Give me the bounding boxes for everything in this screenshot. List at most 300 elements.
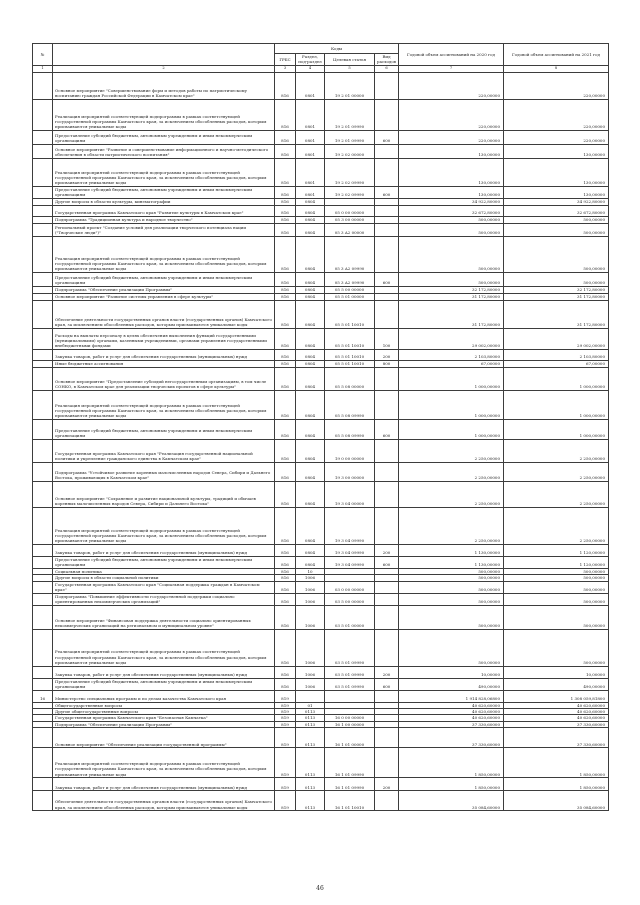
row-expense-type [375,216,399,223]
row-grbs-code: 816 [275,286,296,293]
row-expense-type: 800 [375,360,399,367]
column-number: 7 [399,65,504,72]
row-expense-type [375,198,399,205]
row-name: Основное мероприятие "Развитие системы управления в сфере культуры" [53,293,275,300]
row-grbs-code: 816 [275,390,296,419]
row-amount-2021: 31 172,80000 [504,293,609,300]
row-amount-2020: 1 130,00000 [399,544,504,556]
row-name: Подпрограмма "Устойчивое развитие коренных малочисленных народов Севера, Сибири и Дальнего Востока, проживающих в Камчатском крае" [53,462,275,481]
row-target-article: 03 5 01 09990 [325,629,375,666]
row-amount-2020: 31 172,80000 [399,293,504,300]
row-grbs-code: 816 [275,349,296,360]
budget-allocation-table [32,43,609,811]
row-target-article: 19 2 02 00000 [325,144,375,158]
row-section-code: 0804 [296,481,325,507]
row-amount-2021: 1 308 059,81800 [504,690,609,702]
row-number [33,390,53,419]
header-name [53,44,275,66]
row-amount-2020: 1 000,00000 [399,390,504,419]
row-grbs-code: 819 [275,778,296,791]
row-name: Закупка товаров, работ и услуг для обеспечения государственных (муниципальных) нужд [53,778,275,791]
row-number: 16 [33,690,53,702]
row-number [33,728,53,748]
row-expense-type [375,581,399,593]
row-amount-2021: 220,00000 [504,130,609,144]
row-expense-type: 600 [375,130,399,144]
row-name: Предоставление субсидий бюджетным, автономным учреждениям и иным некоммерческим организациям [53,272,275,286]
row-number [33,581,53,593]
row-number [33,360,53,367]
row-section-code: 0804 [296,328,325,349]
row-name: Региональный проект "Создание условий для реализации творческого потенциала нации ("Творческие люди")" [53,223,275,236]
row-name: Предоставление субсидий бюджетным, автономным учреждениям и иным некоммерческим организациям [53,556,275,568]
row-amount-2020: 1 000,00000 [399,419,504,439]
row-grbs-code: 819 [275,721,296,727]
row-name: Общегосударственные вопросы [53,702,275,708]
row-grbs-code: 819 [275,702,296,708]
row-number [33,198,53,205]
row-target-article: 05 3 A2 09990 [325,272,375,286]
row-target-article: 19 3 04 09990 [325,507,375,544]
row-amount-2021: 130,00000 [504,144,609,158]
row-name: Другие вопросы в области культуры, кинематографии [53,198,275,205]
row-section-code: 0801 [296,186,325,198]
row-grbs-code: 816 [275,507,296,544]
row-amount-2021: 500,00000 [504,216,609,223]
row-expense-type [375,223,399,236]
table-row [33,367,609,390]
row-expense-type [375,605,399,629]
row-amount-2020: 10,00000 [399,666,504,678]
row-target-article: 05 5 08 09990 [325,419,375,439]
row-name: Основное мероприятие "Финансовая поддержка деятельности социально ориентированных некоммерческих организаций на региональном и муниципальном уровне" [53,605,275,629]
row-name: Закупка товаров, работ и услуг для обеспечения государственных (муниципальных) нужд [53,349,275,360]
row-expense-type: 600 [375,419,399,439]
row-name: Государственная программа Камчатского края "Безопасная Камчатка" [53,715,275,721]
row-amount-2021: 67,00000 [504,360,609,367]
row-amount-2021: 500,00000 [504,236,609,272]
row-number [33,629,53,666]
row-number [33,186,53,198]
row-amount-2020: 500,00000 [399,575,504,581]
table-row [33,462,609,481]
row-section-code: 0113 [296,748,325,778]
row-section-code: 0113 [296,728,325,748]
row-section-code: 01 [296,702,325,708]
row-amount-2021: 500,00000 [504,593,609,605]
row-amount-2021: 40 620,60000 [504,709,609,715]
row-amount-2021: 37 330,60000 [504,728,609,748]
row-amount-2021: 130,00000 [504,158,609,186]
row-name: Реализация мероприятий соответствующей подпрограммы в рамках соответствующей государственной программы Камчатского края, за исключением обособленных расходов, которым присваиваются уникальные коды [53,507,275,544]
row-grbs-code: 816 [275,419,296,439]
row-section-code: 0801 [296,72,325,99]
row-target-article: 19 3 04 09990 [325,556,375,568]
row-number [33,236,53,272]
row-amount-2020: 1 914 828,06800 [399,690,504,702]
row-amount-2020: 490,00000 [399,678,504,690]
row-amount-2020: 40 620,60000 [399,715,504,721]
row-target-article: 16 1 01 00000 [325,728,375,748]
row-target-article: 19 2 01 00000 [325,72,375,99]
row-target-article: 03 5 01 09990 [325,666,375,678]
row-section-code: 0804 [296,223,325,236]
header-expense-type: Вид расходов [375,54,399,66]
row-amount-2021: 35 084,60000 [504,791,609,811]
row-amount-2020: 500,00000 [399,223,504,236]
row-expense-type [375,462,399,481]
row-section-code: 0801 [296,144,325,158]
row-amount-2020: 130,00000 [399,158,504,186]
column-number: 1 [33,65,53,72]
row-amount-2020: 67,00000 [399,360,504,367]
row-expense-type [375,593,399,605]
row-grbs-code: 816 [275,130,296,144]
row-amount-2020: 40 620,60000 [399,709,504,715]
row-grbs-code: 819 [275,728,296,748]
header-no: № [33,44,53,66]
row-target-article: 19 0 00 00000 [325,439,375,462]
row-expense-type [375,791,399,811]
row-number [33,223,53,236]
row-name: Государственная программа Камчатского края "Социальная поддержка граждан в Камчатском крае" [53,581,275,593]
table-body [33,72,609,810]
row-amount-2021: 500,00000 [504,629,609,666]
row-expense-type [375,236,399,272]
row-grbs-code: 816 [275,666,296,678]
row-grbs-code: 816 [275,223,296,236]
row-target-article: 05 5 01 10010 [325,328,375,349]
row-section-code: 0113 [296,721,325,727]
column-number: 5 [325,65,375,72]
row-section-code: 0113 [296,715,325,721]
row-number [33,216,53,223]
row-amount-2021: 37 330,60000 [504,721,609,727]
header-year-2020: Годовой объем ассигнований на 2020 год [399,44,504,66]
row-amount-2021: 10,00000 [504,666,609,678]
row-section-code: 0801 [296,158,325,186]
row-grbs-code: 816 [275,593,296,605]
row-amount-2021: 220,00000 [504,72,609,99]
row-section-code: 10 [296,568,325,574]
row-amount-2020: 31 172,80000 [399,300,504,328]
row-grbs-code: 816 [275,367,296,390]
row-amount-2021: 1 000,00000 [504,390,609,419]
row-amount-2020: 500,00000 [399,593,504,605]
row-amount-2020: 220,00000 [399,99,504,130]
row-number [33,666,53,678]
row-amount-2021: 32 672,80000 [504,205,609,216]
row-amount-2021: 500,00000 [504,568,609,574]
header-target-article: Целевая статья [325,54,375,66]
row-grbs-code: 816 [275,556,296,568]
row-target-article: 05 5 01 10010 [325,349,375,360]
row-name: Основное мероприятие "Предоставление субсидий негосударственным организациям, в том числе СОНКО, в Камчатском крае для реализации творческих проектов в сфере культуры" [53,367,275,390]
row-section-code: 0804 [296,419,325,439]
row-amount-2020: 35 084,60000 [399,791,504,811]
row-amount-2020: 500,00000 [399,568,504,574]
table-row [33,272,609,286]
row-target-article: 05 5 08 09990 [325,390,375,419]
row-section-code: 0804 [296,439,325,462]
row-target-article: 19 3 04 09990 [325,544,375,556]
row-amount-2021: 2 250,00000 [504,462,609,481]
row-grbs-code: 816 [275,272,296,286]
row-target-article [325,690,375,702]
row-grbs-code: 816 [275,99,296,130]
row-amount-2021: 31 172,80000 [504,300,609,328]
row-section-code: 0804 [296,360,325,367]
row-expense-type: 600 [375,556,399,568]
table-row [33,236,609,272]
row-expense-type: 200 [375,544,399,556]
table-row [33,778,609,791]
row-grbs-code: 816 [275,198,296,205]
row-amount-2020: 37 330,60000 [399,728,504,748]
row-name: Министерство специальных программ и по делам казачества Камчатского края [53,690,275,702]
row-expense-type [375,507,399,544]
row-expense-type [375,293,399,300]
row-amount-2020: 32 172,80000 [399,286,504,293]
header-year-2021: Годовой объем ассигнований на 2021 год [504,44,609,66]
row-section-code: 0804 [296,293,325,300]
table-row [33,205,609,216]
row-number [33,419,53,439]
table-row [33,130,609,144]
row-target-article: 05 3 A2 09990 [325,236,375,272]
row-amount-2021: 1 120,00000 [504,544,609,556]
row-amount-2020: 40 620,60000 [399,702,504,708]
row-target-article: 05 3 00 00000 [325,216,375,223]
row-name: Подпрограмма "Обеспечение реализации Программы" [53,721,275,727]
row-section-code: 0804 [296,462,325,481]
column-number: 6 [375,65,399,72]
header-section: Раздел, под-раздел [296,54,325,66]
row-section-code: 1006 [296,593,325,605]
row-section-code: 0801 [296,130,325,144]
row-amount-2020: 1 850,00000 [399,778,504,791]
row-name: Основное мероприятие "Сохранение и развитие национальной культуры, традиций и обычаев коренных малочисленных народов Севера, Сибири и Дальнего Востока" [53,481,275,507]
row-grbs-code: 816 [275,293,296,300]
page-number: 46 [316,885,324,892]
row-amount-2020: 130,00000 [399,186,504,198]
row-section-code: 0804 [296,216,325,223]
row-section-code: 0113 [296,709,325,715]
table-row [33,419,609,439]
row-amount-2020: 34 922,80000 [399,198,504,205]
row-name: Государственная программа Камчатского края "Развитие культуры в Камчатском крае" [53,205,275,216]
row-grbs-code: 816 [275,439,296,462]
row-grbs-code: 816 [275,205,296,216]
row-number [33,605,53,629]
row-expense-type [375,367,399,390]
row-expense-type [375,390,399,419]
row-expense-type [375,72,399,99]
row-target-article: 19 2 01 09990 [325,130,375,144]
row-grbs-code: 819 [275,715,296,721]
row-number [33,544,53,556]
row-section-code: 0804 [296,349,325,360]
row-target-article [325,198,375,205]
table-row [33,216,609,223]
table-row [33,507,609,544]
row-amount-2021: 1 000,00000 [504,419,609,439]
row-section-code: 0113 [296,778,325,791]
row-number [33,791,53,811]
row-amount-2020: 2 250,00000 [399,462,504,481]
column-number: 4 [296,65,325,72]
table-row [33,158,609,186]
row-expense-type [375,99,399,130]
row-section-code: 0113 [296,791,325,811]
table-row [33,360,609,367]
table-row [33,629,609,666]
row-name: Закупка товаров, работ и услуг для обеспечения государственных (муниципальных) нужд [53,544,275,556]
table-row [33,544,609,556]
row-name: Социальная политика [53,568,275,574]
row-target-article: 16 1 01 10010 [325,791,375,811]
row-amount-2020: 2 250,00000 [399,481,504,507]
row-number [33,72,53,99]
row-grbs-code: 816 [275,158,296,186]
column-number: 3 [275,65,296,72]
table-row [33,186,609,198]
row-number [33,130,53,144]
row-name: Основное мероприятие "Развитие и совершенствование информационного и научно-методического обеспечения в области патриотического воспитания" [53,144,275,158]
table-row [33,728,609,748]
row-number [33,367,53,390]
row-number [33,293,53,300]
table-row [33,581,609,593]
table-row [33,72,609,99]
row-grbs-code: 816 [275,629,296,666]
row-amount-2021: 2 250,00000 [504,439,609,462]
row-amount-2020: 500,00000 [399,216,504,223]
row-amount-2020: 2 250,00000 [399,439,504,462]
row-amount-2021: 500,00000 [504,581,609,593]
row-target-article: 05 5 00 00000 [325,286,375,293]
row-grbs-code: 816 [275,186,296,198]
row-name: Расходы на выплаты персоналу в целях обеспечения выполнения функций государственными (муниципальными) органами, казенными учреждениями, органами управления государственными внебюджетными фондами [53,328,275,349]
row-section-code: 1006 [296,605,325,629]
row-number [33,748,53,778]
row-number [33,205,53,216]
row-number [33,778,53,791]
row-expense-type [375,439,399,462]
row-grbs-code: 816 [275,216,296,223]
row-amount-2021: 40 620,60000 [504,702,609,708]
row-amount-2020: 1 850,00000 [399,748,504,778]
table-row [33,99,609,130]
header-codes: Коды [275,44,399,54]
table-row [33,293,609,300]
row-amount-2021: 130,00000 [504,186,609,198]
row-expense-type [375,728,399,748]
table-row [33,678,609,690]
row-section-code: 1006 [296,581,325,593]
column-number: 2 [53,65,275,72]
row-grbs-code: 816 [275,605,296,629]
row-amount-2021: 2 103,80000 [504,349,609,360]
row-amount-2021: 1 850,00000 [504,778,609,791]
row-amount-2020: 130,00000 [399,144,504,158]
table-row [33,748,609,778]
row-amount-2021: 2 250,00000 [504,507,609,544]
row-section-code: 0804 [296,198,325,205]
row-target-article: 16 1 01 09990 [325,778,375,791]
table-row [33,286,609,293]
row-number [33,328,53,349]
row-section-code: 0804 [296,390,325,419]
row-amount-2021: 500,00000 [504,223,609,236]
row-name: Государственная программа Камчатского края "Реализация государственной национальной политики и укрепление гражданского единства в Камчатском крае" [53,439,275,462]
column-numbering-row [33,65,609,72]
row-grbs-code: 816 [275,581,296,593]
row-expense-type [375,144,399,158]
row-amount-2021: 40 620,60000 [504,715,609,721]
row-name: Реализация мероприятий соответствующей подпрограммы в рамках соответствующей государственной программы Камчатского края, за исключением обособленных расходов, которым присваиваются уникальные коды [53,748,275,778]
table-header-row [33,44,609,54]
column-number: 8 [504,65,609,72]
table-row [33,605,609,629]
row-grbs-code: 816 [275,568,296,574]
table-row [33,390,609,419]
row-amount-2020: 220,00000 [399,72,504,99]
row-expense-type [375,158,399,186]
row-number [33,272,53,286]
row-amount-2020: 32 672,80000 [399,205,504,216]
row-number [33,678,53,690]
row-section-code: 0804 [296,236,325,272]
row-number [33,286,53,293]
row-target-article: 05 5 01 10010 [325,300,375,328]
table-row [33,349,609,360]
row-grbs-code: 816 [275,144,296,158]
row-amount-2020: 29 002,00000 [399,328,504,349]
row-expense-type: 200 [375,349,399,360]
row-grbs-code: 819 [275,791,296,811]
row-target-article: 05 5 08 00000 [325,367,375,390]
row-amount-2021: 500,00000 [504,272,609,286]
row-amount-2021: 220,00000 [504,99,609,130]
row-grbs-code: 816 [275,678,296,690]
row-amount-2020: 500,00000 [399,272,504,286]
row-name: Реализация мероприятий соответствующей подпрограммы в рамках соответствующей государственной программы Камчатского края, за исключением обособленных расходов, которым присваиваются уникальные коды [53,99,275,130]
table-row [33,439,609,462]
row-number [33,481,53,507]
row-grbs-code: 816 [275,236,296,272]
row-target-article: 16 1 00 00000 [325,721,375,727]
row-name: Основное мероприятие "Совершенствование форм и методов работы по патриотическому воспитанию граждан Российской Федерации в Камчатском крае" [53,72,275,99]
row-expense-type: 600 [375,272,399,286]
row-amount-2021: 34 922,80000 [504,198,609,205]
row-grbs-code: 816 [275,72,296,99]
row-grbs-code: 816 [275,300,296,328]
table-row [33,198,609,205]
row-target-article: 19 2 02 09990 [325,186,375,198]
row-target-article: 03 5 01 00000 [325,605,375,629]
row-section-code: 0804 [296,367,325,390]
row-name: Основное мероприятие "Обеспечение реализации государственной программы" [53,728,275,748]
row-name: Реализация мероприятий соответствующей подпрограммы в рамках соответствующей государственной программы Камчатского края, за исключением обособленных расходов, которым присваиваются уникальные коды [53,390,275,419]
row-grbs-code: 816 [275,328,296,349]
row-number [33,158,53,186]
row-expense-type [375,690,399,702]
row-amount-2020: 500,00000 [399,236,504,272]
row-number [33,593,53,605]
row-expense-type: 600 [375,186,399,198]
row-number [33,99,53,130]
